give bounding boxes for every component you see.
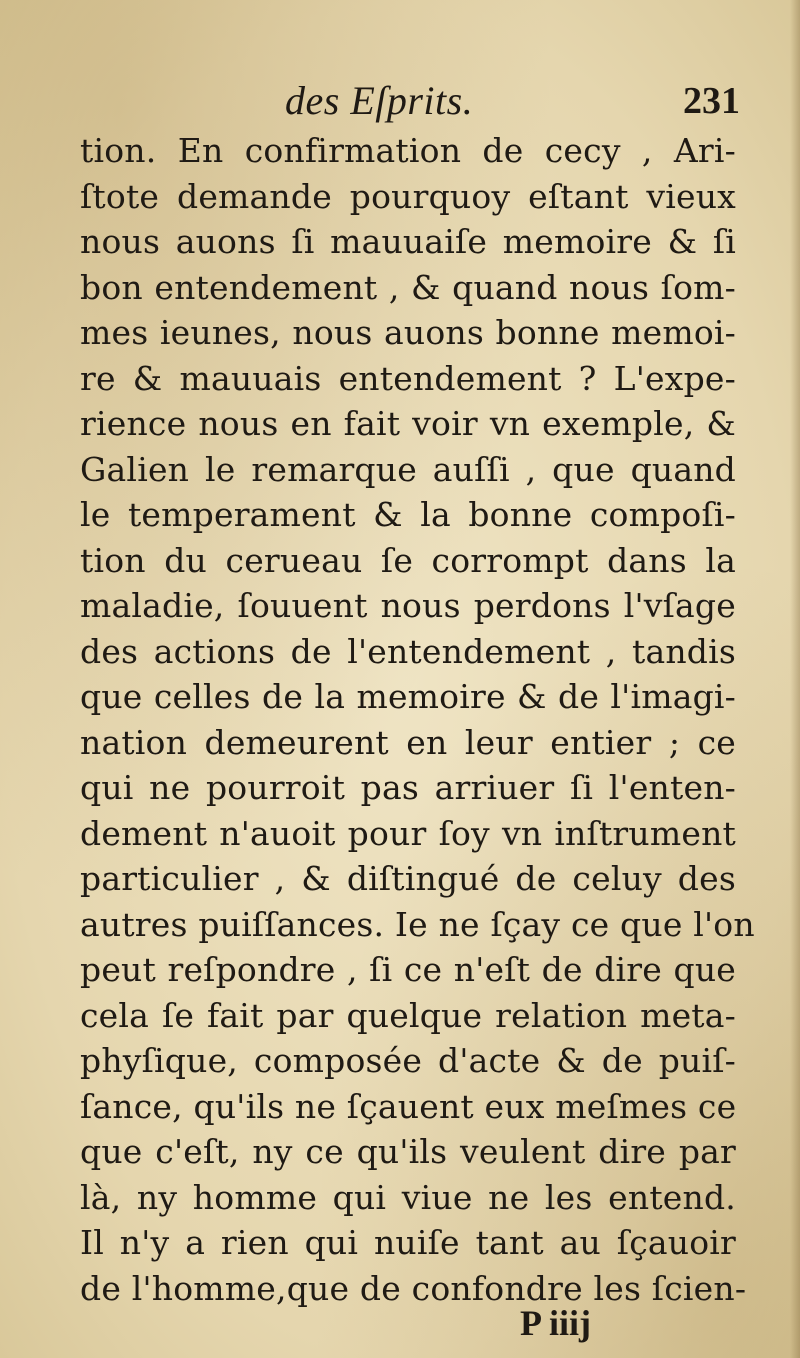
- page-edge-shadow: [790, 0, 800, 1358]
- page-number: 231: [683, 80, 740, 122]
- text-line: tion. En confirmation de cecy , Ari-: [80, 131, 736, 170]
- text-line: Galien le remarque auſſi , que quand: [80, 449, 736, 489]
- body-text: [80, 128, 755, 1311]
- text-line: cela ſe fait par quelque relation meta-: [80, 995, 736, 1035]
- text-line: le temperament & la bonne compoſi-: [80, 495, 736, 534]
- text-line: ſtote demande pourquoy eſtant vieux: [80, 176, 736, 216]
- text-line: dement n'auoit pour ſoy vn inſtrument: [80, 813, 736, 853]
- text-line: tion du cerueau ſe corrompt dans la: [80, 540, 736, 580]
- text-line: là, ny homme qui viue ne les entend.: [80, 1177, 736, 1217]
- text-line: des actions de l'entendement , tandis: [80, 631, 736, 671]
- text-line: qui ne pourroit pas arriuer ſi l'enten-: [80, 768, 736, 807]
- text-line: nation demeurent en leur entier ; ce: [80, 722, 736, 762]
- text-line: peut reſpondre , ſi ce n'eſt de dire que: [80, 950, 736, 989]
- text-line: ſance, qu'ils ne ſçauent eux meſmes ce: [80, 1086, 737, 1126]
- text-line: re & mauuais entendement ? L'expe-: [80, 358, 736, 398]
- page-header: [80, 78, 740, 128]
- text-line: que c'eſt, ny ce qu'ils veulent dire par: [80, 1132, 736, 1171]
- text-line: phyſique, composée d'acte & de puiſ-: [80, 1041, 736, 1080]
- signature-mark: P iiij: [520, 1303, 591, 1343]
- text-line: maladie, ſouuent nous perdons l'vſage: [80, 586, 736, 625]
- running-head: des Eſprits.: [285, 78, 474, 123]
- text-line: particulier , & diſtingué de celuy des: [80, 859, 736, 898]
- text-line: Il n'y a rien qui nuiſe tant au ſçauoir: [80, 1223, 736, 1262]
- text-line: nous auons ſi mauuaiſe memoire & ſi: [80, 222, 736, 261]
- text-line: autres puiſſances. Ie ne ſçay ce que l'on: [80, 904, 755, 944]
- text-line: mes ieunes, nous auons bonne memoi-: [80, 313, 736, 352]
- text-line: bon entendement , & quand nous ſom-: [80, 267, 736, 307]
- text-line: rience nous en fait voir vn exemple, &: [80, 404, 736, 443]
- text-line: que celles de la memoire & de l'imagi-: [80, 677, 736, 716]
- text-line: de l'homme,que de confondre les ſcien-: [80, 1268, 747, 1308]
